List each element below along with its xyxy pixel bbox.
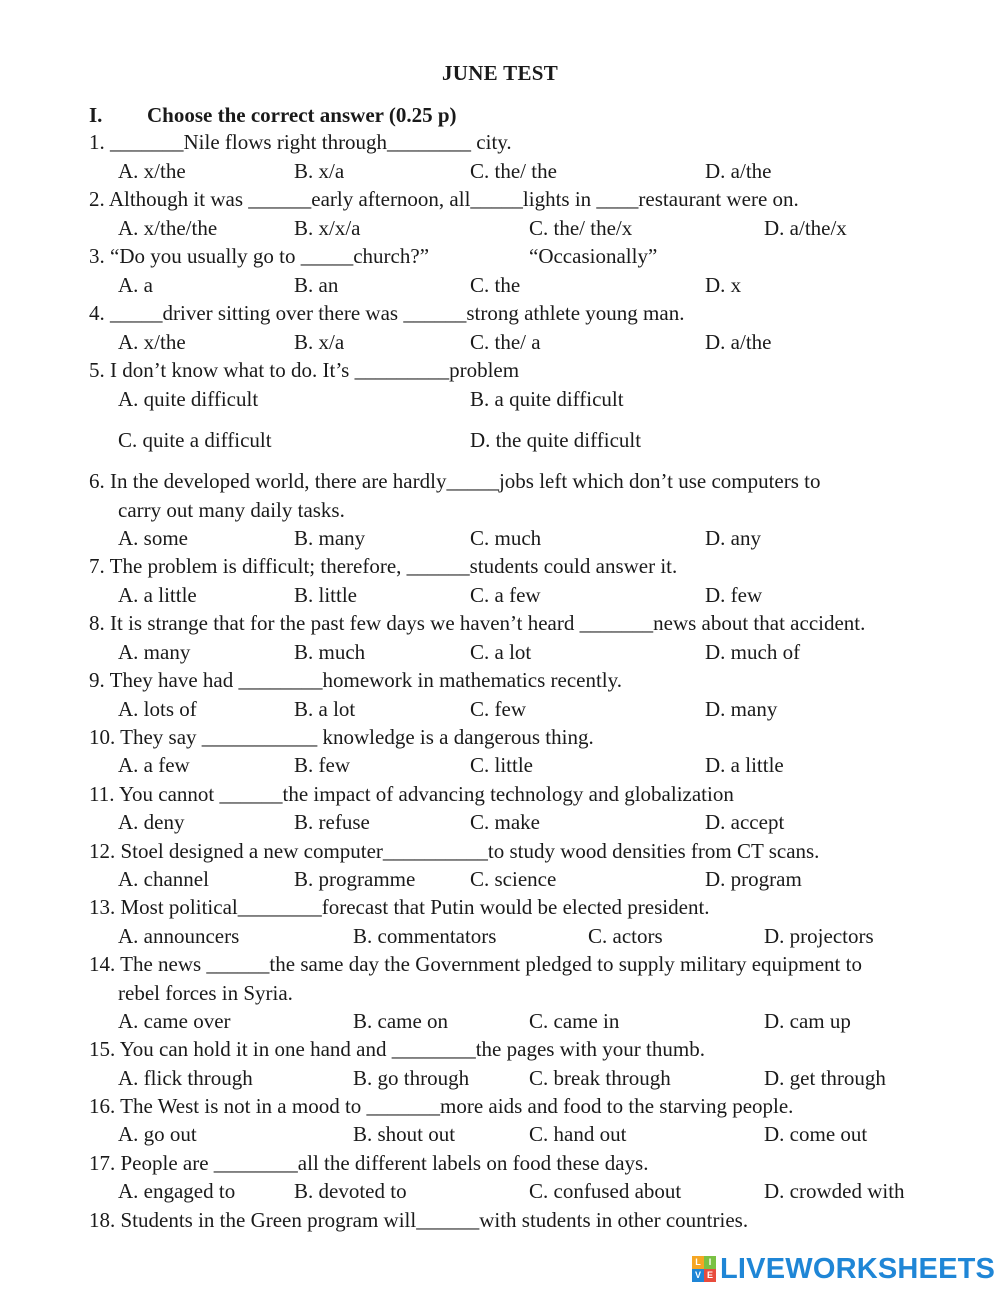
q14-option-a[interactable]: A. came over xyxy=(118,1009,231,1033)
q5-option-d[interactable]: D. the quite difficult xyxy=(470,428,642,452)
q9-option-b[interactable]: B. a lot xyxy=(294,697,356,721)
q17-option-c[interactable]: C. confused about xyxy=(529,1179,682,1203)
q6-option-a[interactable]: A. some xyxy=(118,526,188,550)
q1-option-b[interactable]: B. x/a xyxy=(294,159,345,183)
q8-option-d[interactable]: D. much of xyxy=(705,640,801,664)
question-16: 16. The West is not in a mood to _______more aids and food to the starving people. xyxy=(89,1094,794,1118)
q12-option-c[interactable]: C. science xyxy=(470,867,557,891)
question-6: 6. In the developed world, there are hardly_____jobs left which don’t use computers to xyxy=(89,469,821,493)
q15-option-d[interactable]: D. get through xyxy=(764,1066,886,1090)
section-number: I. xyxy=(89,103,103,127)
question-11: 11. You cannot ______the impact of advancing technology and globalization xyxy=(89,782,734,806)
question-14: 14. The news ______the same day the Government pledged to supply military equipment to xyxy=(89,952,862,976)
q6-option-c[interactable]: C. much xyxy=(470,526,542,550)
q15-option-c[interactable]: C. break through xyxy=(529,1066,671,1090)
question-2: 2. Although it was ______early afternoon, all_____lights in ____restaurant were on. xyxy=(89,187,799,211)
q10-option-c[interactable]: C. little xyxy=(470,753,533,777)
q13-option-d[interactable]: D. projectors xyxy=(764,924,874,948)
logo-mark-l: L xyxy=(692,1256,704,1269)
q9-option-a[interactable]: A. lots of xyxy=(118,697,197,721)
q17-option-b[interactable]: B. devoted to xyxy=(294,1179,407,1203)
question-4: 4. _____driver sitting over there was ______strong athlete young man. xyxy=(89,301,685,325)
question-8: 8. It is strange that for the past few days we haven’t heard _______news about that accident. xyxy=(89,611,866,635)
q16-option-a[interactable]: A. go out xyxy=(118,1122,197,1146)
q13-option-b[interactable]: B. commentators xyxy=(353,924,497,948)
q5-option-c[interactable]: C. quite a difficult xyxy=(118,428,272,452)
q4-option-b[interactable]: B. x/a xyxy=(294,330,345,354)
question-3-reply: “Occasionally” xyxy=(529,244,658,268)
q14-option-c[interactable]: C. came in xyxy=(529,1009,620,1033)
logo-mark-e: E xyxy=(704,1269,716,1282)
q6-option-b[interactable]: B. many xyxy=(294,526,366,550)
q15-option-b[interactable]: B. go through xyxy=(353,1066,470,1090)
question-7: 7. The problem is difficult; therefore, ______students could answer it. xyxy=(89,554,678,578)
q1-option-a[interactable]: A. x/the xyxy=(118,159,186,183)
q9-option-c[interactable]: C. few xyxy=(470,697,526,721)
question-10: 10. They say ___________ knowledge is a dangerous thing. xyxy=(89,725,594,749)
q7-option-a[interactable]: A. a little xyxy=(118,583,197,607)
question-13: 13. Most political________forecast that Putin would be elected president. xyxy=(89,895,710,919)
q16-option-d[interactable]: D. come out xyxy=(764,1122,868,1146)
q2-option-c[interactable]: C. the/ the/x xyxy=(529,216,633,240)
q3-option-a[interactable]: A. a xyxy=(118,273,153,297)
q3-option-c[interactable]: C. the xyxy=(470,273,521,297)
q8-option-c[interactable]: C. a lot xyxy=(470,640,532,664)
q8-option-a[interactable]: A. many xyxy=(118,640,191,664)
q11-option-a[interactable]: A. deny xyxy=(118,810,185,834)
q10-option-b[interactable]: B. few xyxy=(294,753,350,777)
q12-option-d[interactable]: D. program xyxy=(705,867,802,891)
q5-option-a[interactable]: A. quite difficult xyxy=(118,387,259,411)
q10-option-d[interactable]: D. a little xyxy=(705,753,784,777)
question-3: 3. “Do you usually go to _____church?” xyxy=(89,244,430,268)
question-12: 12. Stoel designed a new computer__________to study wood densities from CT scans. xyxy=(89,839,820,863)
logo-text: LIVEWORKSHEETS xyxy=(720,1252,996,1285)
question-9: 9. They have had ________homework in mathematics recently. xyxy=(89,668,623,692)
q4-option-d[interactable]: D. a/the xyxy=(705,330,772,354)
q2-option-d[interactable]: D. a/the/x xyxy=(764,216,847,240)
q7-option-b[interactable]: B. little xyxy=(294,583,357,607)
question-6-continued: carry out many daily tasks. xyxy=(118,498,345,522)
q3-option-b[interactable]: B. an xyxy=(294,273,339,297)
q10-option-a[interactable]: A. a few xyxy=(118,753,190,777)
q7-option-d[interactable]: D. few xyxy=(705,583,763,607)
question-17: 17. People are ________all the different labels on food these days. xyxy=(89,1151,649,1175)
q9-option-d[interactable]: D. many xyxy=(705,697,778,721)
q1-option-c[interactable]: C. the/ the xyxy=(470,159,557,183)
q14-option-d[interactable]: D. cam up xyxy=(764,1009,851,1033)
q1-option-d[interactable]: D. a/the xyxy=(705,159,772,183)
question-1: 1. _______Nile flows right through________ city. xyxy=(89,130,512,154)
liveworksheets-logo-icon xyxy=(692,1256,716,1282)
q7-option-c[interactable]: C. a few xyxy=(470,583,541,607)
question-14-continued: rebel forces in Syria. xyxy=(118,981,293,1005)
q17-option-d[interactable]: D. crowded with xyxy=(764,1179,905,1203)
q2-option-a[interactable]: A. x/the/the xyxy=(118,216,218,240)
q8-option-b[interactable]: B. much xyxy=(294,640,366,664)
question-15: 15. You can hold it in one hand and ________the pages with your thumb. xyxy=(89,1037,705,1061)
q13-option-c[interactable]: C. actors xyxy=(588,924,663,948)
page-title: JUNE TEST xyxy=(441,61,559,85)
q4-option-a[interactable]: A. x/the xyxy=(118,330,186,354)
q11-option-d[interactable]: D. accept xyxy=(705,810,785,834)
liveworksheets-logo[interactable] xyxy=(692,1254,995,1284)
q6-option-d[interactable]: D. any xyxy=(705,526,761,550)
logo-mark-i: I xyxy=(704,1256,716,1269)
question-18: 18. Students in the Green program will______with students in other countries. xyxy=(89,1208,749,1232)
q16-option-b[interactable]: B. shout out xyxy=(353,1122,456,1146)
q5-option-b[interactable]: B. a quite difficult xyxy=(470,387,624,411)
q12-option-a[interactable]: A. channel xyxy=(118,867,209,891)
q11-option-b[interactable]: B. refuse xyxy=(294,810,370,834)
section-heading: Choose the correct answer (0.25 p) xyxy=(147,103,457,127)
q15-option-a[interactable]: A. flick through xyxy=(118,1066,253,1090)
question-5: 5. I don’t know what to do. It’s _________problem xyxy=(89,358,520,382)
logo-mark-v: V xyxy=(692,1269,704,1282)
q16-option-c[interactable]: C. hand out xyxy=(529,1122,627,1146)
q17-option-a[interactable]: A. engaged to xyxy=(118,1179,236,1203)
q12-option-b[interactable]: B. programme xyxy=(294,867,416,891)
q2-option-b[interactable]: B. x/x/a xyxy=(294,216,361,240)
q4-option-c[interactable]: C. the/ a xyxy=(470,330,541,354)
q3-option-d[interactable]: D. x xyxy=(705,273,742,297)
q11-option-c[interactable]: C. make xyxy=(470,810,540,834)
q13-option-a[interactable]: A. announcers xyxy=(118,924,240,948)
q14-option-b[interactable]: B. came on xyxy=(353,1009,449,1033)
